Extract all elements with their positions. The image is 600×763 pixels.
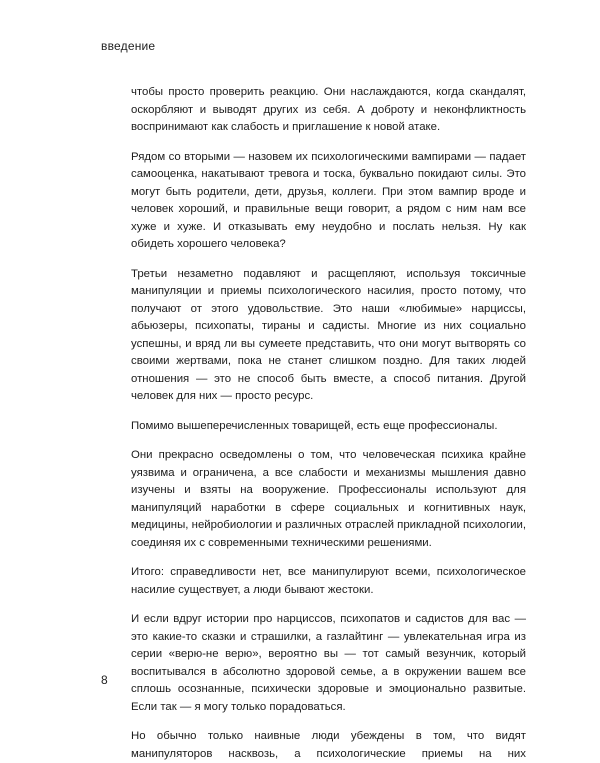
running-head: введение bbox=[101, 39, 156, 53]
page-number: 8 bbox=[101, 673, 108, 687]
paragraph: Они прекрасно осведомлены о том, что человеческая психика крайне уязвима и ограничена, а все слабости и механизмы мышления давно изучены и взяты на вооружение. Профессионалы используют для манипуляций наработки в сфере социальных и когнитивных наук, медицины, нейробиологии и различных отраслей прикладной психологии, соединяя их с современными техническими решениями. bbox=[131, 449, 526, 549]
paragraph: Но обычно только наивные люди убеждены в том, что видят манипуляторов насквозь, а психологические приемы на них bbox=[131, 730, 526, 760]
paragraph: Третьи незаметно подавляют и расщепляют, используя токсичные манипуляции и приемы психологического насилия, просто потому, что получают от этого удовольствие. Это наши «любимые» нарциссы, абьюзеры, психопаты, тираны и садисты. Многие из них социально успешны, и вряд ли вы сумеете представить, что они могут вытворять со своими жертвами, пока не станет слишком поздно. Для таких людей отношения — это не способ быть вместе, а способ питания. Другой человек для них — просто ресурс. bbox=[131, 267, 526, 402]
body-text bbox=[131, 84, 526, 763]
paragraph: И если вдруг истории про нарциссов, психопатов и садистов для вас — это какие-то сказки и страшилки, а газлайтинг — увлекательная игра из серии «верю-не верю», вероятно вы — тот самый везунчик, который воспитывался в абсолютно здоровой семье, а в окружении вашем все сплошь осознанные, психически здоровые и эмоционально развитые. Если так — я могу только порадоваться. bbox=[131, 613, 526, 713]
paragraph: Итого: справедливости нет, все манипулируют всеми, психологическое насилие существует, а люди бывают жестоки. bbox=[131, 566, 526, 596]
paragraph: чтобы просто проверить реакцию. Они наслаждаются, когда скандалят, оскорбляют и выводят других из себя. А доброту и неконфликтность воспринимают как слабость и приглашение к новой атаке. bbox=[131, 86, 526, 133]
paragraph: Помимо вышеперечисленных товарищей, есть еще профессионалы. bbox=[131, 419, 498, 432]
paragraph: Рядом со вторыми — назовем их психологическими вампирами — падает самооценка, накатывают тревога и тоска, буквально покидают силы. Это могут быть родители, дети, друзья, коллеги. При этом вампир вроде и человек хороший, и правильные вещи говорит, а рядом с ним нам все хуже и хуже. И отказывать ему неудобно и послать нельзя. Ну как обидеть хорошего человека? bbox=[131, 150, 526, 250]
